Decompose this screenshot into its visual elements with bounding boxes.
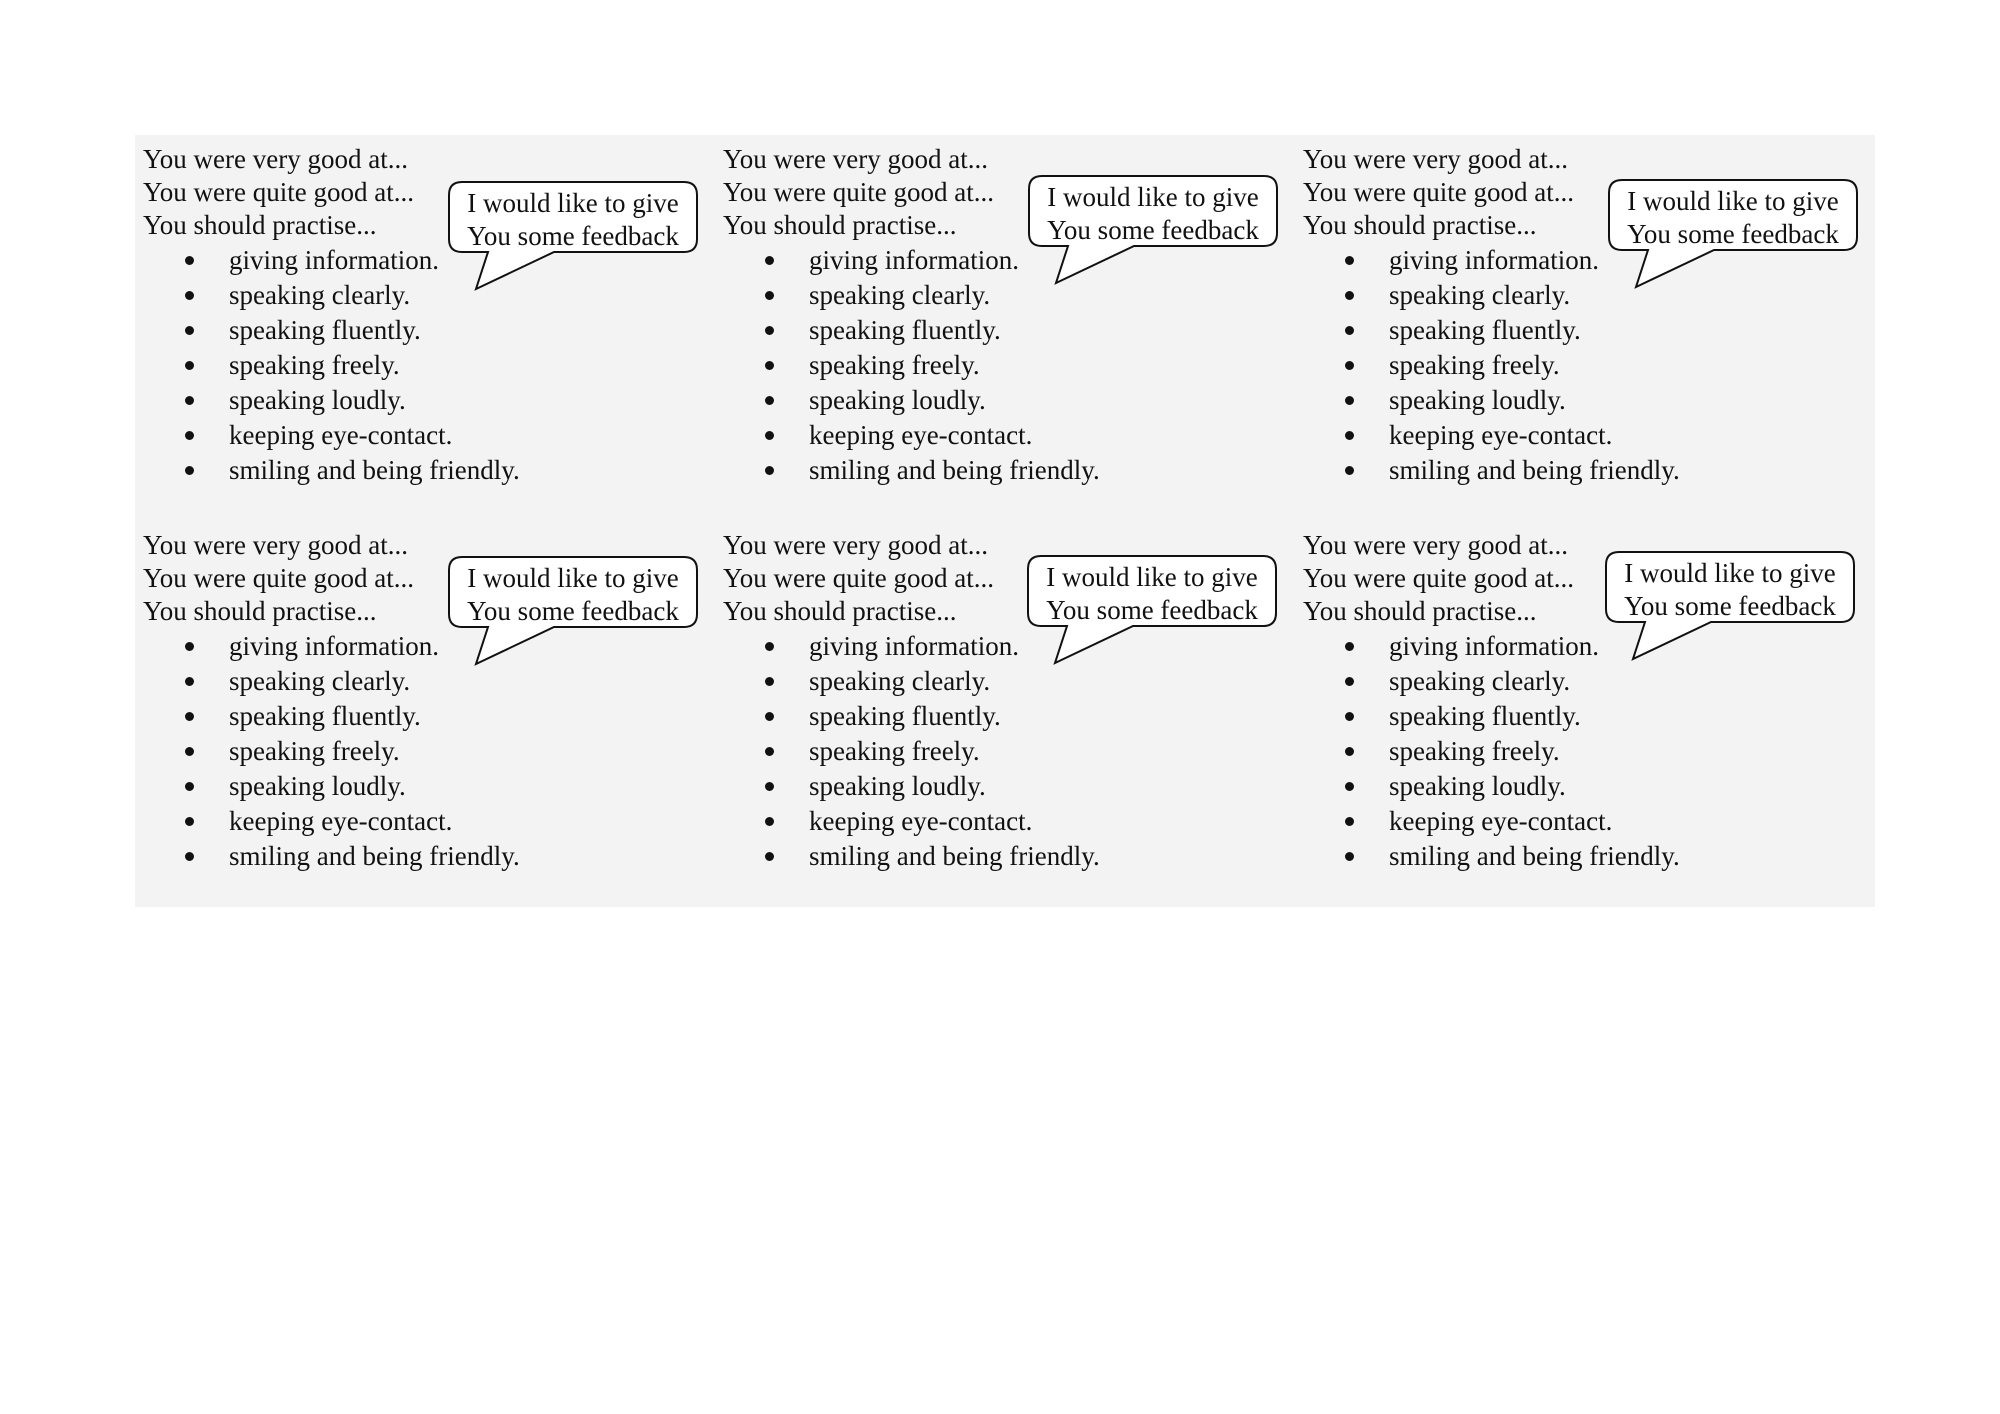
- skill-label: speaking loudly.: [809, 771, 986, 801]
- bubble-line-2: You some feedback: [1046, 595, 1258, 625]
- bubble-line-2: You some feedback: [467, 221, 679, 251]
- bullet-icon: [185, 747, 194, 756]
- prompt-lines: [723, 143, 994, 242]
- bubble-line-2: You some feedback: [1624, 591, 1836, 621]
- list-item: [765, 839, 1100, 874]
- bullet-icon: [1345, 782, 1354, 791]
- list-item: [185, 348, 520, 383]
- skill-label: speaking loudly.: [809, 385, 986, 415]
- prompt-quite-good: You were quite good at...: [1303, 177, 1574, 207]
- bullet-icon: [765, 747, 774, 756]
- list-item: [185, 418, 520, 453]
- bullet-icon: [185, 361, 194, 370]
- bullet-icon: [765, 291, 774, 300]
- prompt-very-good: You were very good at...: [1303, 530, 1568, 560]
- skill-label: smiling and being friendly.: [1389, 841, 1680, 871]
- prompt-lines: [143, 529, 414, 628]
- bullet-icon: [765, 256, 774, 265]
- list-item: [765, 348, 1100, 383]
- skill-label: speaking loudly.: [1389, 385, 1566, 415]
- skill-label: smiling and being friendly.: [1389, 455, 1680, 485]
- skill-label: keeping eye-contact.: [809, 420, 1033, 450]
- feedback-card: [1295, 521, 1875, 907]
- speech-bubble: [1028, 175, 1278, 285]
- skill-label: keeping eye-contact.: [229, 420, 453, 450]
- skills-list: [1345, 629, 1680, 874]
- speech-bubble: [1608, 179, 1858, 289]
- bullet-icon: [765, 712, 774, 721]
- skill-label: speaking fluently.: [1389, 315, 1581, 345]
- skill-label: smiling and being friendly.: [809, 455, 1100, 485]
- list-item: [1345, 418, 1680, 453]
- feedback-card: [135, 135, 715, 521]
- skill-label: giving information.: [229, 631, 439, 661]
- bullet-icon: [185, 396, 194, 405]
- prompt-lines: [1303, 529, 1574, 628]
- skill-label: giving information.: [229, 245, 439, 275]
- bullet-icon: [1345, 677, 1354, 686]
- feedback-card: [135, 521, 715, 907]
- skill-label: speaking clearly.: [809, 666, 991, 696]
- bullet-icon: [185, 712, 194, 721]
- list-item: [1345, 839, 1680, 874]
- skill-label: speaking freely.: [1389, 736, 1560, 766]
- feedback-sheet: [135, 135, 1875, 907]
- skill-label: speaking clearly.: [1389, 280, 1571, 310]
- bullet-icon: [765, 396, 774, 405]
- list-item: [185, 453, 520, 488]
- bubble-line-1: I would like to give: [1624, 558, 1836, 588]
- skill-label: speaking loudly.: [229, 771, 406, 801]
- bullet-icon: [765, 326, 774, 335]
- list-item: [185, 839, 520, 874]
- list-item: [765, 453, 1100, 488]
- list-item: [1345, 313, 1680, 348]
- prompt-very-good: You were very good at...: [723, 530, 988, 560]
- bullet-icon: [185, 782, 194, 791]
- skill-label: smiling and being friendly.: [229, 841, 520, 871]
- bullet-icon: [765, 431, 774, 440]
- list-item: [1345, 734, 1680, 769]
- list-item: [185, 383, 520, 418]
- skill-label: keeping eye-contact.: [1389, 420, 1613, 450]
- bullet-icon: [765, 677, 774, 686]
- skill-label: speaking clearly.: [229, 666, 411, 696]
- list-item: [1345, 769, 1680, 804]
- skill-label: keeping eye-contact.: [809, 806, 1033, 836]
- bullet-icon: [1345, 431, 1354, 440]
- skill-label: smiling and being friendly.: [229, 455, 520, 485]
- skill-label: speaking clearly.: [229, 280, 411, 310]
- bullet-icon: [1345, 747, 1354, 756]
- list-item: [185, 734, 520, 769]
- prompt-very-good: You were very good at...: [143, 530, 408, 560]
- list-item: [765, 313, 1100, 348]
- list-item: [1345, 383, 1680, 418]
- list-item: [1345, 804, 1680, 839]
- prompt-quite-good: You were quite good at...: [1303, 563, 1574, 593]
- bubble-line-1: I would like to give: [467, 188, 679, 218]
- bullet-icon: [1345, 291, 1354, 300]
- skill-label: keeping eye-contact.: [229, 806, 453, 836]
- bullet-icon: [765, 852, 774, 861]
- skill-label: speaking fluently.: [1389, 701, 1581, 731]
- bullet-icon: [1345, 712, 1354, 721]
- skill-label: smiling and being friendly.: [809, 841, 1100, 871]
- prompt-quite-good: You were quite good at...: [143, 177, 414, 207]
- list-item: [1345, 348, 1680, 383]
- skill-label: speaking fluently.: [809, 315, 1001, 345]
- skill-label: speaking fluently.: [229, 315, 421, 345]
- skill-label: speaking freely.: [229, 736, 400, 766]
- bullet-icon: [765, 782, 774, 791]
- speech-bubble-text: [1605, 557, 1855, 623]
- prompt-should-practise: You should practise...: [1303, 210, 1537, 240]
- skill-label: keeping eye-contact.: [1389, 806, 1613, 836]
- bullet-icon: [185, 817, 194, 826]
- skills-list: [765, 629, 1100, 874]
- skill-label: speaking fluently.: [809, 701, 1001, 731]
- list-item: [765, 769, 1100, 804]
- bubble-line-1: I would like to give: [1627, 186, 1839, 216]
- bullet-icon: [1345, 256, 1354, 265]
- bubble-line-1: I would like to give: [467, 563, 679, 593]
- prompt-quite-good: You were quite good at...: [723, 177, 994, 207]
- list-item: [1345, 664, 1680, 699]
- bullet-icon: [1345, 466, 1354, 475]
- speech-bubble-text: [1027, 561, 1277, 627]
- prompt-very-good: You were very good at...: [723, 144, 988, 174]
- bullet-icon: [185, 852, 194, 861]
- skill-label: speaking clearly.: [809, 280, 991, 310]
- bullet-icon: [1345, 817, 1354, 826]
- bullet-icon: [1345, 852, 1354, 861]
- bullet-icon: [765, 817, 774, 826]
- feedback-card: [715, 521, 1295, 907]
- skill-label: speaking fluently.: [229, 701, 421, 731]
- bullet-icon: [185, 256, 194, 265]
- bullet-icon: [1345, 361, 1354, 370]
- bullet-icon: [1345, 326, 1354, 335]
- list-item: [185, 313, 520, 348]
- list-item: [765, 383, 1100, 418]
- list-item: [1345, 699, 1680, 734]
- bullet-icon: [185, 431, 194, 440]
- skill-label: giving information.: [1389, 631, 1599, 661]
- skill-label: giving information.: [1389, 245, 1599, 275]
- prompt-should-practise: You should practise...: [723, 596, 957, 626]
- prompt-quite-good: You were quite good at...: [143, 563, 414, 593]
- bullet-icon: [185, 326, 194, 335]
- bullet-icon: [185, 677, 194, 686]
- list-item: [765, 418, 1100, 453]
- bubble-line-1: I would like to give: [1047, 182, 1259, 212]
- list-item: [765, 804, 1100, 839]
- list-item: [765, 734, 1100, 769]
- bullet-icon: [765, 642, 774, 651]
- speech-bubble-text: [448, 187, 698, 253]
- prompt-should-practise: You should practise...: [143, 210, 377, 240]
- bullet-icon: [1345, 642, 1354, 651]
- bubble-line-2: You some feedback: [467, 596, 679, 626]
- feedback-card: [715, 135, 1295, 521]
- skill-label: speaking freely.: [229, 350, 400, 380]
- list-item: [185, 769, 520, 804]
- skill-label: speaking freely.: [809, 350, 980, 380]
- speech-bubble-text: [1608, 185, 1858, 251]
- bullet-icon: [185, 466, 194, 475]
- speech-bubble: [1605, 551, 1855, 661]
- skill-label: speaking freely.: [1389, 350, 1560, 380]
- bubble-line-1: I would like to give: [1046, 562, 1258, 592]
- prompt-very-good: You were very good at...: [143, 144, 408, 174]
- bullet-icon: [1345, 396, 1354, 405]
- prompt-should-practise: You should practise...: [1303, 596, 1537, 626]
- skill-label: speaking loudly.: [1389, 771, 1566, 801]
- prompt-should-practise: You should practise...: [143, 596, 377, 626]
- bullet-icon: [765, 466, 774, 475]
- bullet-icon: [185, 642, 194, 651]
- bubble-line-2: You some feedback: [1047, 215, 1259, 245]
- bullet-icon: [185, 291, 194, 300]
- prompt-very-good: You were very good at...: [1303, 144, 1568, 174]
- skill-label: speaking clearly.: [1389, 666, 1571, 696]
- speech-bubble: [1027, 555, 1277, 665]
- skill-label: speaking freely.: [809, 736, 980, 766]
- list-item: [185, 699, 520, 734]
- bubble-line-2: You some feedback: [1627, 219, 1839, 249]
- prompt-should-practise: You should practise...: [723, 210, 957, 240]
- prompt-quite-good: You were quite good at...: [723, 563, 994, 593]
- prompt-lines: [1303, 143, 1574, 242]
- skill-label: giving information.: [809, 245, 1019, 275]
- prompt-lines: [723, 529, 994, 628]
- skill-label: speaking loudly.: [229, 385, 406, 415]
- skill-label: giving information.: [809, 631, 1019, 661]
- speech-bubble-text: [448, 562, 698, 628]
- speech-bubble: [448, 556, 698, 666]
- list-item: [185, 664, 520, 699]
- list-item: [765, 699, 1100, 734]
- speech-bubble-text: [1028, 181, 1278, 247]
- speech-bubble: [448, 181, 698, 291]
- list-item: [185, 804, 520, 839]
- feedback-card: [1295, 135, 1875, 521]
- bullet-icon: [765, 361, 774, 370]
- list-item: [765, 664, 1100, 699]
- list-item: [1345, 453, 1680, 488]
- prompt-lines: [143, 143, 414, 242]
